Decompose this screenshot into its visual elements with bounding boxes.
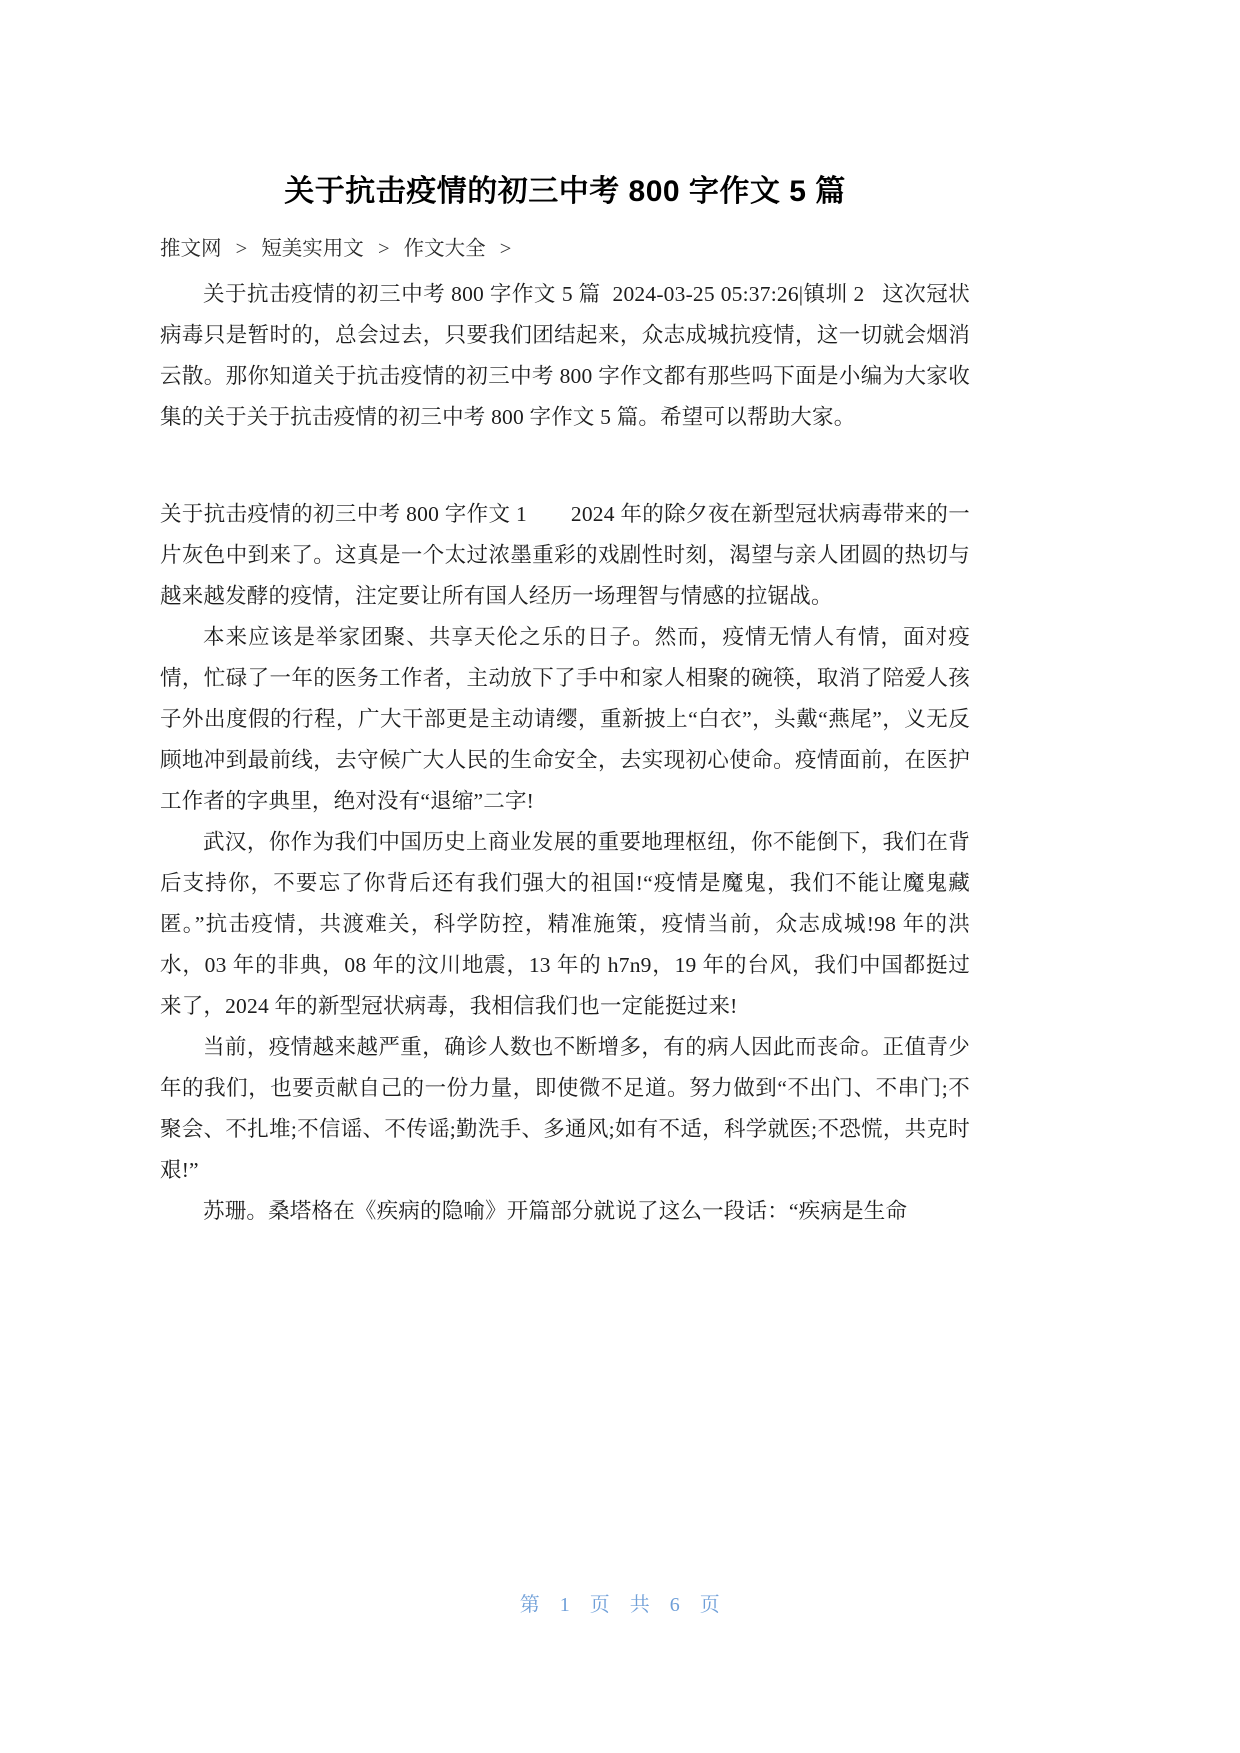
- page-footer: [0, 1588, 1240, 1617]
- breadcrumb: [160, 236, 970, 262]
- footer-label-total-prefix: 共: [629, 1594, 651, 1616]
- page-title: 关于抗击疫情的初三中考 800 字作文 5 篇: [284, 175, 846, 208]
- lead-paragraph: [160, 274, 970, 438]
- footer-current-page: 1: [559, 1594, 571, 1616]
- breadcrumb-item-site[interactable]: 推文网: [160, 238, 222, 260]
- footer-label-unit: 页: [589, 1594, 611, 1616]
- breadcrumb-item-subcategory[interactable]: 作文大全: [403, 238, 486, 260]
- lead-author: 镇圳 2: [803, 282, 865, 306]
- body-paragraph-1: 关于抗击疫情的初三中考 800 字作文 1 2024 年的除夕夜在新型冠状病毒带来的一片灰色中到来了。这真是一个太过浓墨重彩的戏剧性时刻，渴望与亲人团圆的热切与越来越发酵的疫情，注定要让所有国人经历一场理智与情感的拉锯战。: [160, 502, 970, 608]
- lead-body-text: 这次冠状病毒只是暂时的，总会过去，只要我们团结起来，众志成城抗疫情，这一切就会烟消云散。那你知道关于抗击疫情的初三中考 800 字作文都有那些吗下面是小编为大家收集的关于关于抗击疫情的初三中考 800 字作文 5 篇。希望可以帮助大家。: [160, 282, 970, 429]
- breadcrumb-separator-icon: >: [499, 238, 512, 260]
- body-paragraph-2: 本来应该是举家团聚、共享天伦之乐的日子。然而，疫情无情人有情，面对疫情，忙碌了一年的医务工作者，主动放下了手中和家人相聚的碗筷，取消了陪爱人孩子外出度假的行程，广大干部更是主动请缨，重新披上“白衣”，头戴“燕尾”，义无反顾地冲到最前线，去守候广大人民的生命安全，去实现初心使命。疫情面前，在医护工作者的字典里，绝对没有“退缩”二字!: [160, 625, 970, 813]
- footer-label-total-unit: 页: [699, 1594, 721, 1616]
- breadcrumb-item-category[interactable]: 短美实用文: [261, 238, 364, 260]
- page-content: [160, 150, 970, 1232]
- section-spacer: [160, 438, 970, 494]
- breadcrumb-separator-icon: >: [377, 238, 390, 260]
- lead-headline: 关于抗击疫情的初三中考 800 字作文 5 篇: [203, 282, 601, 306]
- body-paragraph-3: 武汉，你作为我们中国历史上商业发展的重要地理枢纽，你不能倒下，我们在背后支持你，不要忘了你背后还有我们强大的祖国!“疫情是魔鬼，我们不能让魔鬼藏匿。”抗击疫情，共渡难关，科学防控，精准施策，疫情当前，众志成城!98 年的洪水，03 年的非典，08 年的汶川地震，13 年的 h7n9，19 年的台风，我们中国都挺过来了，2024 年的新型冠状病毒，我相信我们也一定能挺过来!: [160, 830, 970, 1018]
- footer-total-pages: 6: [669, 1594, 681, 1616]
- body-paragraph-4: 当前，疫情越来越严重，确诊人数也不断增多，有的病人因此而丧命。正值青少年的我们，也要贡献自己的一份力量，即使微不足道。努力做到“不出门、不串门;不聚会、不扎堆;不信谣、不传谣;勤洗手、多通风;如有不适，科学就医;不恐慌，共克时艰!”: [160, 1035, 970, 1182]
- body-paragraph-5: 苏珊。桑塔格在《疾病的隐喻》开篇部分就说了这么一段话：“疾病是生命: [203, 1199, 908, 1223]
- lead-timestamp: 2024-03-25 05:37:26: [612, 282, 799, 306]
- breadcrumb-separator-icon: >: [235, 238, 248, 260]
- footer-label-page: 第: [519, 1594, 541, 1616]
- lead-divider: |: [798, 282, 804, 306]
